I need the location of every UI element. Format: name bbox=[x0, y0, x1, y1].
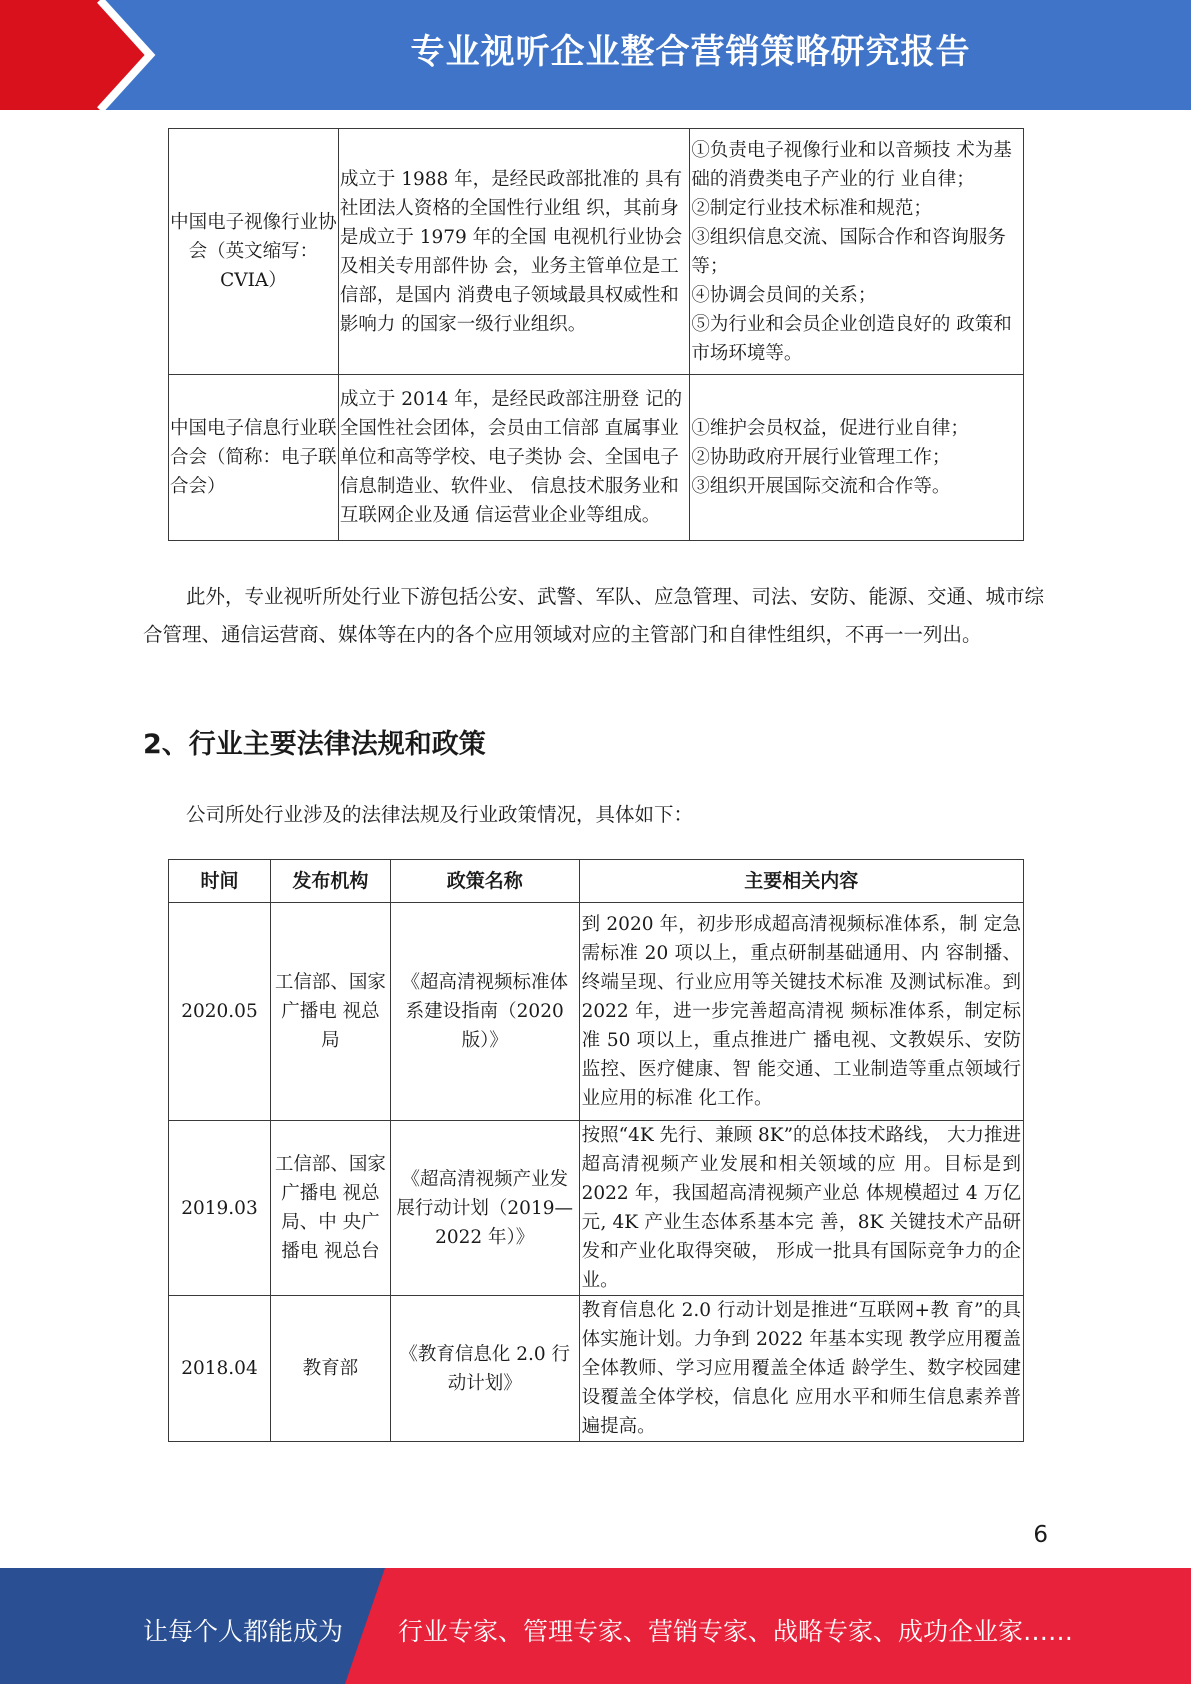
policy-name: 《超高清视频标准体系建设指南（2020 版）》 bbox=[390, 903, 579, 1121]
policy-time: 2020.05 bbox=[169, 903, 271, 1121]
table-row bbox=[169, 1296, 1024, 1442]
policy-name: 《超高清视频产业发展行动计划（2019—2022 年）》 bbox=[390, 1121, 579, 1296]
table-row bbox=[169, 129, 1024, 375]
table-row bbox=[169, 1121, 1024, 1296]
duty-item: ③组织开展国际交流和合作等。 bbox=[691, 476, 951, 497]
policy-time: 2019.03 bbox=[169, 1121, 271, 1296]
org-name: 中国电子信息行业联合会（简称：电子联合会） bbox=[169, 375, 339, 541]
policy-org: 工信部、国家广播电 视总局 bbox=[270, 903, 390, 1121]
column-header: 发布机构 bbox=[270, 860, 390, 903]
policy-org: 工信部、国家广播电 视总局、中 央广播电 视总台 bbox=[270, 1121, 390, 1296]
policy-org: 教育部 bbox=[270, 1296, 390, 1442]
report-title: 专业视听企业整合营销策略研究报告 bbox=[410, 32, 971, 72]
duty-item: ②协助政府开展行业管理工作； bbox=[691, 447, 951, 468]
page-number: 6 bbox=[1033, 1522, 1048, 1548]
policy-content: 到 2020 年，初步形成超高清视频标准体系，制 定急需标准 20 项以上，重点研制基础通用、内 容制播、终端呈现、行业应用等关键技术标准 及测试标准。到 2022 年，进一步完善超高清视 频标准体系，制定标准 50 项以上，重点推进广 播电视、文教娱乐、安防监控、医疗健康、智 能交通、工业制造等重点领域行业应用的标准 化工作。 bbox=[579, 903, 1023, 1121]
page-header bbox=[0, 0, 1191, 110]
page-footer bbox=[0, 1568, 1191, 1684]
org-duties bbox=[690, 375, 1024, 541]
policy-content: 按照“4K 先行、兼顾 8K”的总体技术路线， 大力推进超高清视频产业发展和相关领域的应 用。目标是到 2022 年，我国超高清视频产业总 体规模超过 4 万亿元, 4K 产业生态体系基本完 善，8K 关键技术产品研发和产业化取得突破， 形成一批具有国际竞争力的企业。 bbox=[579, 1121, 1023, 1296]
org-duties bbox=[690, 129, 1024, 375]
column-header: 时间 bbox=[169, 860, 271, 903]
column-header: 主要相关内容 bbox=[579, 860, 1023, 903]
column-header: 政策名称 bbox=[390, 860, 579, 903]
policy-name: 《教育信息化 2.0 行动计划》 bbox=[390, 1296, 579, 1442]
duty-item: ④协调会员间的关系； bbox=[691, 284, 877, 306]
duty-item: ③组织信息交流、国际合作和咨询服务等； bbox=[691, 226, 1006, 277]
footer-slogan-left: 让每个人都能成为 bbox=[143, 1617, 344, 1646]
org-description: 成立于 2014 年，是经民政部注册登 记的全国性社会团体，会员由工信部 直属事业单位和高等学校、电子类协 会、全国电子信息制造业、软件业、 信息技术服务业和互联网企业及通 信运营业企业等组成。 bbox=[338, 375, 690, 541]
org-description: 成立于 1988 年，是经民政部批准的 具有社团法人资格的全国性行业组 织，其前身是成立于 1979 年的全国 电视机行业协会及相关专用部件协 会，业务主管单位是工信部，是国内 消费电子领域最具权威性和影响力 的国家一级行业组织。 bbox=[338, 129, 690, 375]
policy-table bbox=[168, 859, 1024, 1442]
duty-item: ①维护会员权益，促进行业自律； bbox=[691, 418, 969, 439]
policy-content: 教育信息化 2.0 行动计划是推进“互联网+教 育”的具体实施计划。力争到 2022 年基本实现 教学应用覆盖全体教师、学习应用覆盖全体适 龄学生、数字校园建设覆盖全体学校，信息化 应用水平和师生信息素养普遍提高。 bbox=[579, 1296, 1023, 1442]
table-header-row bbox=[169, 860, 1024, 903]
section-heading: 2、行业主要法律法规和政策 bbox=[143, 729, 486, 760]
duty-item: ②制定行业技术标准和规范； bbox=[691, 197, 932, 219]
policy-time: 2018.04 bbox=[169, 1296, 271, 1442]
duty-item: ⑤为行业和会员企业创造良好的 政策和市场环境等。 bbox=[691, 313, 1012, 364]
body-paragraph: 公司所处行业涉及的法律法规及行业政策情况，具体如下： bbox=[186, 803, 694, 826]
org-name: 中国电子视像行业协会（英文缩写：CVIA） bbox=[169, 129, 339, 375]
body-paragraph: 此外，专业视听所处行业下游包括公安、武警、军队、应急管理、司法、安防、能源、交通、城市综合管理、通信运营商、媒体等在内的各个应用领域对应的主管部门和自律性组织，不再一一列出。 bbox=[143, 585, 1045, 646]
table-row bbox=[169, 375, 1024, 541]
table-row bbox=[169, 903, 1024, 1121]
duty-item: ①负责电子视像行业和以音频技 术为基础的消费类电子产业的行 业自律； bbox=[691, 139, 1012, 190]
org-table bbox=[168, 128, 1024, 541]
footer-slogan-right: 行业专家、管理专家、营销专家、战略专家、成功企业家…… bbox=[398, 1617, 1074, 1646]
